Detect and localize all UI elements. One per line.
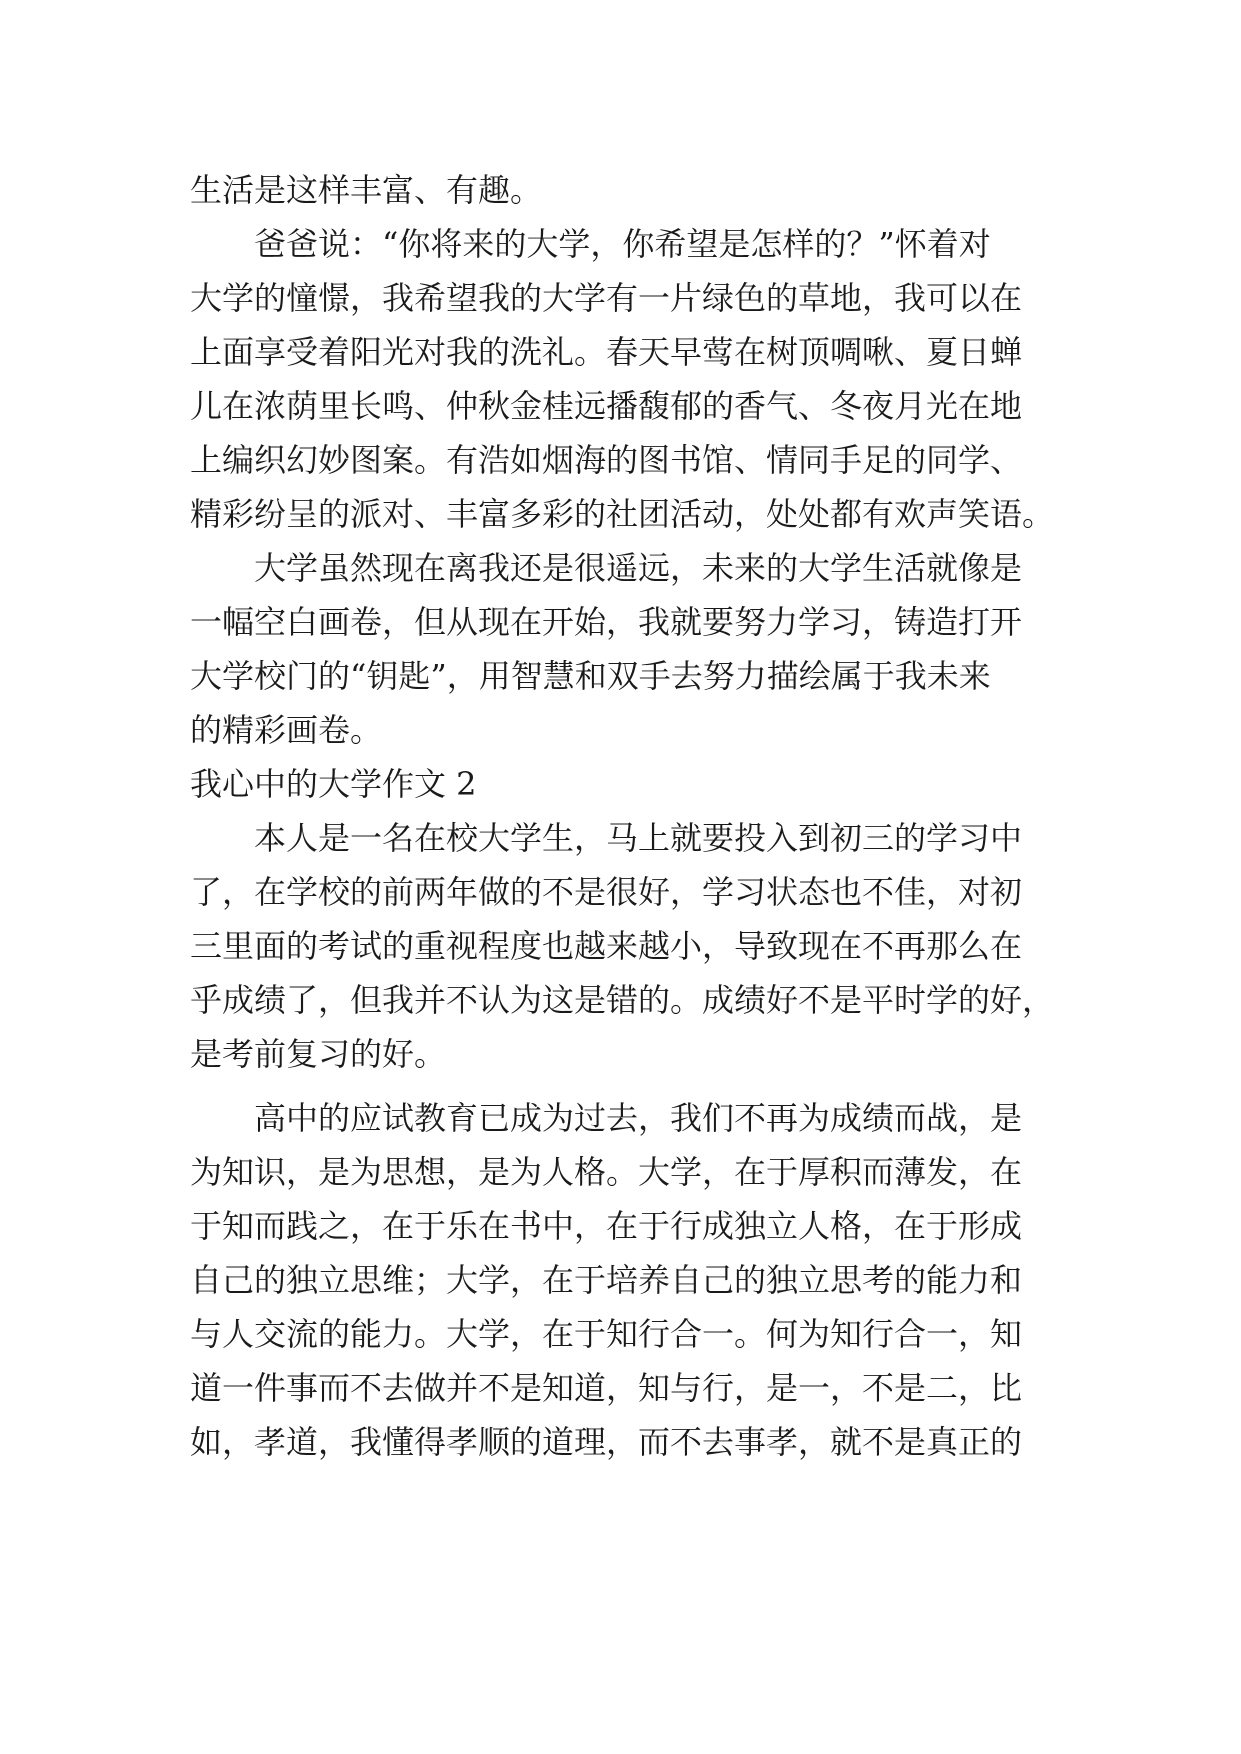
text-line: 自己的独立思维；大学，在于培养自己的独立思考的能力和	[190, 1261, 1023, 1299]
paragraph-first-line: 爸爸说：“你将来的大学，你希望是怎样的？”怀着对	[254, 225, 991, 263]
text-line: 大学校门的“钥匙”，用智慧和双手去努力描绘属于我未来	[190, 657, 991, 695]
text-line: 儿在浓荫里长鸣、仲秋金桂远播馥郁的香气、冬夜月光在地	[190, 387, 1023, 425]
paragraph-first-line: 大学虽然现在离我还是很遥远，未来的大学生活就像是	[254, 549, 1023, 587]
text-line: 精彩纷呈的派对、丰富多彩的社团活动，处处都有欢声笑语。	[190, 495, 1055, 533]
text-line: 与人交流的能力。大学，在于知行合一。何为知行合一，知	[190, 1315, 1023, 1353]
section-title: 我心中的大学作文 2	[190, 765, 477, 803]
text-line: 上面享受着阳光对我的洗礼。春天早莺在树顶啁啾、夏日蝉	[190, 333, 1023, 371]
text-line: 是考前复习的好。	[190, 1035, 447, 1073]
paragraph-first-line: 本人是一名在校大学生，马上就要投入到初三的学习中	[254, 819, 1023, 857]
text-line: 道一件事而不去做并不是知道，知与行，是一，不是二，比	[190, 1369, 1023, 1407]
text-line: 乎成绩了，但我并不认为这是错的。成绩好不是平时学的好，	[190, 981, 1055, 1019]
text-line: 了，在学校的前两年做的不是很好，学习状态也不佳，对初	[190, 873, 1023, 911]
text-line: 如，孝道，我懂得孝顺的道理，而不去事孝，就不是真正的	[190, 1423, 1023, 1461]
text-line: 大学的憧憬，我希望我的大学有一片绿色的草地，我可以在	[190, 279, 1023, 317]
text-line: 上编织幻妙图案。有浩如烟海的图书馆、情同手足的同学、	[190, 441, 1023, 479]
paragraph-first-line: 高中的应试教育已成为过去，我们不再为成绩而战，是	[254, 1099, 1023, 1137]
text-line: 一幅空白画卷，但从现在开始，我就要努力学习，铸造打开	[190, 603, 1023, 641]
text-line: 生活是这样丰富、有趣。	[190, 171, 543, 209]
text-line: 于知而践之，在于乐在书中，在于行成独立人格，在于形成	[190, 1207, 1023, 1245]
text-line: 的精彩画卷。	[190, 711, 383, 749]
text-line: 三里面的考试的重视程度也越来越小，导致现在不再那么在	[190, 927, 1023, 965]
text-line: 为知识，是为思想，是为人格。大学，在于厚积而薄发，在	[190, 1153, 1023, 1191]
